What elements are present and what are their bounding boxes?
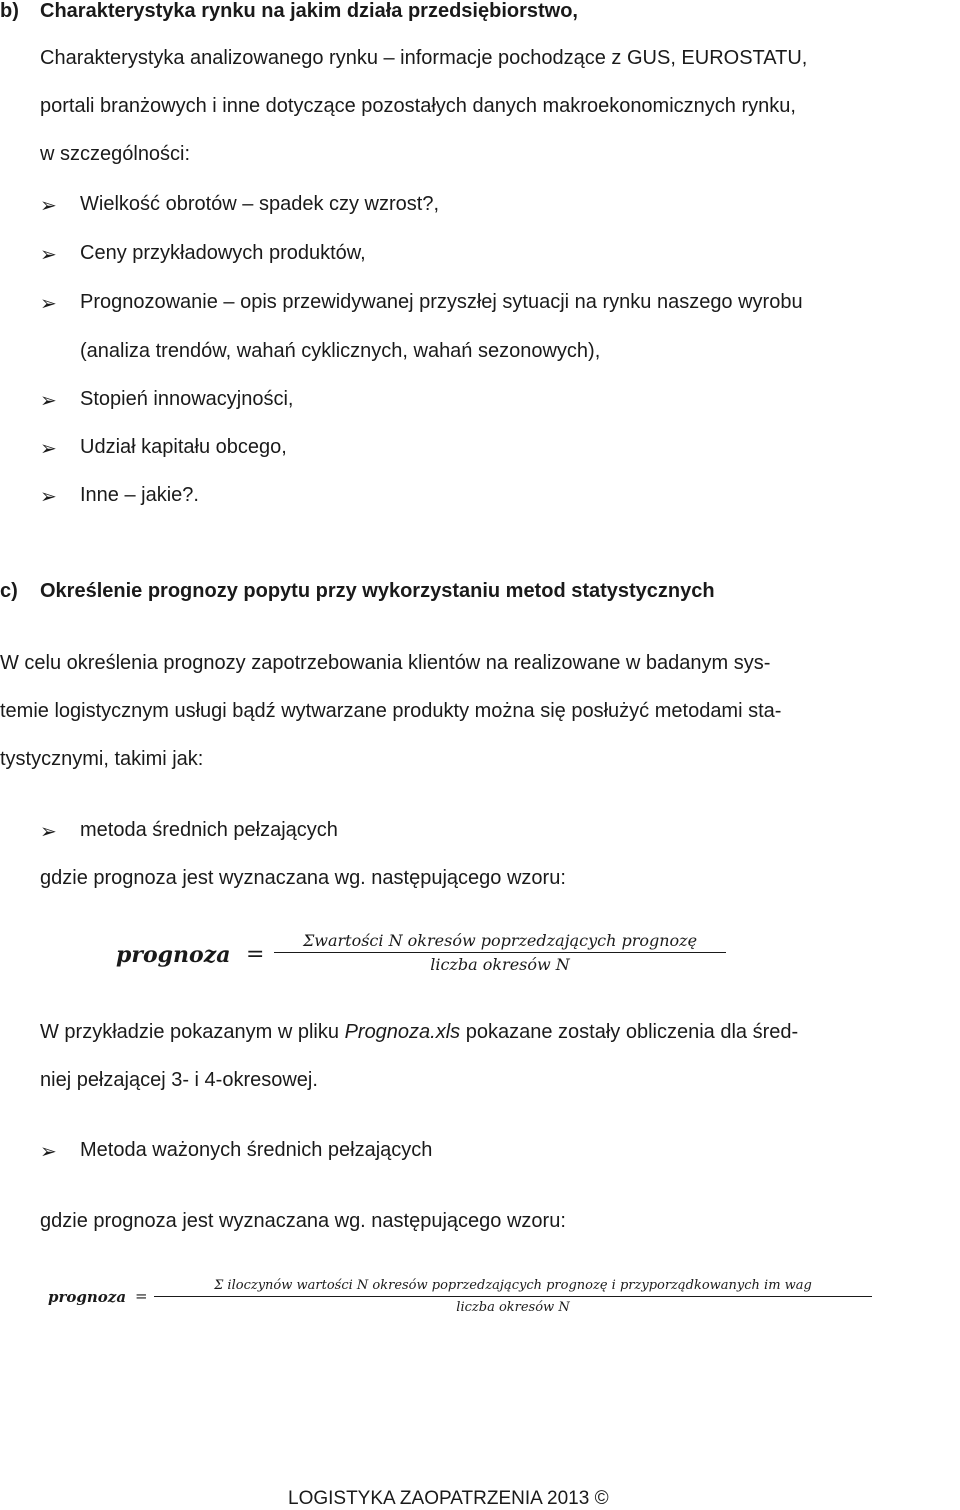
- intro-line-3: w szczególności:: [40, 143, 191, 165]
- section-b-prefix: b): [0, 0, 19, 22]
- arrowhead-bullet-icon: ➢: [40, 438, 57, 460]
- example-text-a: W przykładzie pokazanym w pliku: [40, 1021, 345, 1043]
- formula-intro-1: gdzie prognoza jest wyznaczana wg. następującego wzoru:: [40, 867, 566, 889]
- bullet-item: Prognozowanie – opis przewidywanej przyszłej sytuacji na rynku naszego wyrobu: [80, 291, 803, 313]
- page-footer: LOGISTYKA ZAOPATRZENIA 2013 ©: [288, 1488, 609, 1509]
- arrowhead-bullet-icon: ➢: [40, 293, 57, 315]
- section-c-heading: Określenie prognozy popytu przy wykorzystaniu metod statystycznych: [40, 580, 715, 602]
- formula-2-lhs: prognoza: [48, 1288, 127, 1306]
- bullet-item: Udział kapitału obcego,: [80, 436, 287, 458]
- para-line-2: temie logistycznym usługi bądź wytwarzane produkty można się posłużyć metodami sta-: [0, 700, 782, 722]
- para-line-3: tystycznymi, takimi jak:: [0, 748, 204, 770]
- formula-intro-2: gdzie prognoza jest wyznaczana wg. następującego wzoru:: [40, 1210, 566, 1232]
- arrowhead-bullet-icon: ➢: [40, 821, 57, 843]
- formula-2-denominator: liczba okresów N: [456, 1300, 570, 1315]
- arrowhead-bullet-icon: ➢: [40, 1141, 57, 1163]
- arrowhead-bullet-icon: ➢: [40, 390, 57, 412]
- formula-2-fraction: [154, 1276, 872, 1319]
- para-line-1: W celu określenia prognozy zapotrzebowania klientów na realizowane w badanym sys-: [0, 652, 771, 674]
- arrowhead-bullet-icon: ➢: [40, 195, 57, 217]
- bullet-item: Wielkość obrotów – spadek czy wzrost?,: [80, 193, 440, 215]
- formula-1-fraction: [274, 930, 726, 977]
- formula-1-denominator: liczba okresów N: [430, 955, 570, 974]
- formula-2-numerator: Σ iloczynów wartości N okresów poprzedzających prognozę i przyporządkowanych im wag: [214, 1278, 812, 1293]
- example-file-name: Prognoza.xls: [344, 1021, 461, 1043]
- bullet-item: Stopień innowacyjności,: [80, 388, 294, 410]
- intro-line-1: Charakterystyka analizowanego rynku – informacje pochodzące z GUS, EUROSTATU,: [40, 47, 808, 69]
- intro-line-2: portali branżowych i inne dotyczące pozostałych danych makroekonomicznych rynku,: [40, 95, 796, 117]
- section-c-prefix: c): [0, 580, 18, 602]
- formula-1-numerator: Σwartości N okresów poprzedzających prognozę: [302, 931, 698, 950]
- section-b-heading: Charakterystyka rynku na jakim działa przedsiębiorstwo,: [40, 0, 578, 22]
- formula-1-lhs: prognoza: [116, 942, 231, 968]
- formula-1-equals: =: [246, 942, 265, 967]
- arrowhead-bullet-icon: ➢: [40, 244, 57, 266]
- method-bullet-2: Metoda ważonych średnich pełzających: [80, 1139, 433, 1161]
- example-line-2: niej pełzającej 3- i 4-okresowej.: [40, 1069, 318, 1091]
- example-line-1: [40, 1021, 798, 1044]
- arrowhead-bullet-icon: ➢: [40, 486, 57, 508]
- bullet-item-continuation: (analiza trendów, wahań cyklicznych, wahań sezonowych),: [80, 340, 601, 362]
- bullet-item: Inne – jakie?.: [80, 484, 199, 506]
- bullet-item: Ceny przykładowych produktów,: [80, 242, 366, 264]
- example-text-b: pokazane zostały obliczenia dla śred-: [460, 1021, 799, 1043]
- formula-2-equals: =: [135, 1287, 148, 1305]
- method-bullet-1: metoda średnich pełzających: [80, 819, 338, 841]
